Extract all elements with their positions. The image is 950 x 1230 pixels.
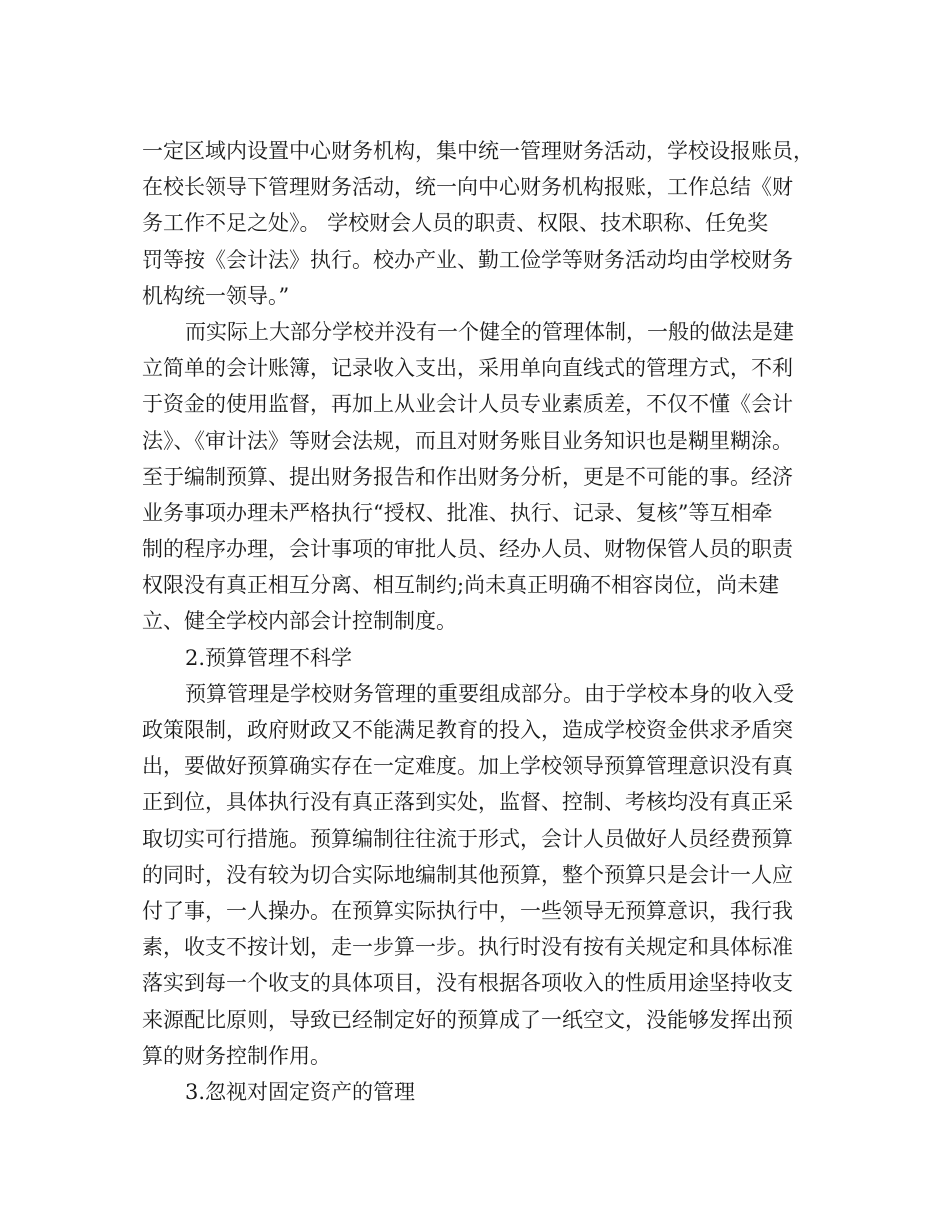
text-line: 制的程序办理，会计事项的审批人员、经办人员、财物保管人员的职责 bbox=[142, 537, 793, 562]
text-line: 机构统一领导。” bbox=[142, 283, 290, 308]
text-line: 而实际上大部分学校并没有一个健全的管理体制，一般的做法是建 bbox=[185, 319, 794, 344]
text-line: 至于编制预算、提出财务报告和作出财务分析，更是不可能的事。经济 bbox=[142, 464, 793, 489]
text-line: 务工作不足之处》。 学校财会人员的职责、权限、技术职称、任免奖 bbox=[142, 211, 769, 236]
document-body bbox=[142, 133, 822, 1110]
text-line: 法》、《审计法》等财会法规，而且对财务账目业务知识也是糊里糊涂。 bbox=[142, 428, 793, 453]
text-line: 于资金的使用监督，再加上从业会计人员专业素质差，不仅不懂《会计 bbox=[142, 392, 793, 417]
text-line: 落实到每一个收支的具体项目，没有根据各项收入的性质用途坚持收支 bbox=[142, 971, 793, 996]
text-line: 取切实可行措施。预算编制往往流于形式，会计人员做好人员经费预算 bbox=[142, 826, 793, 851]
text-line: 来源配比原则，导致已经制定好的预算成了一纸空文，没能够发挥出预 bbox=[142, 1007, 793, 1032]
text-line: 付了事，一人操办。在预算实际执行中，一些领导无预算意识，我行我 bbox=[142, 898, 793, 923]
text-line: 素，收支不按计划，走一步算一步。执行时没有按有关规定和具体标准 bbox=[142, 935, 793, 960]
text-line: 一定区域内设置中心财务机构，集中统一管理财务活动，学校设报账员， bbox=[142, 139, 814, 163]
text-line: 立、健全学校内部会计控制制度。 bbox=[142, 609, 457, 634]
text-line: 出，要做好预算确实存在一定难度。加上学校领导预算管理意识没有真 bbox=[142, 754, 793, 779]
text-line: 权限没有真正相互分离、相互制约;尚未真正明确不相容岗位，尚未建 bbox=[142, 573, 780, 598]
text-line: 3.忽视对固定资产的管理 bbox=[185, 1079, 416, 1104]
text-line: 预算管理是学校财务管理的重要组成部分。由于学校本身的收入受 bbox=[185, 681, 794, 706]
text-line: 业务事项办理未严格执行“授权、批准、执行、记录、复核”等互相牵 bbox=[142, 500, 773, 525]
text-line: 在校长领导下管理财务活动，统一向中心财务机构报账，工作总结《财 bbox=[142, 175, 793, 200]
text-line: 正到位，具体执行没有真正落到实处，监督、控制、考核均没有真正采 bbox=[142, 790, 793, 815]
text-line: 的同时，没有较为切合实际地编制其他预算，整个预算只是会计一人应 bbox=[142, 862, 793, 887]
text-line: 立简单的会计账簿，记录收入支出，采用单向直线式的管理方式，不利 bbox=[142, 356, 793, 381]
text-line: 2.预算管理不科学 bbox=[185, 645, 353, 670]
text-line: 算的财务控制作用。 bbox=[142, 1043, 331, 1068]
text-line: 罚等按《会计法》执行。校办产业、勤工俭学等财务活动均由学校财务 bbox=[142, 247, 793, 272]
text-line: 政策限制，政府财政又不能满足教育的投入，造成学校资金供求矛盾突 bbox=[142, 718, 793, 742]
